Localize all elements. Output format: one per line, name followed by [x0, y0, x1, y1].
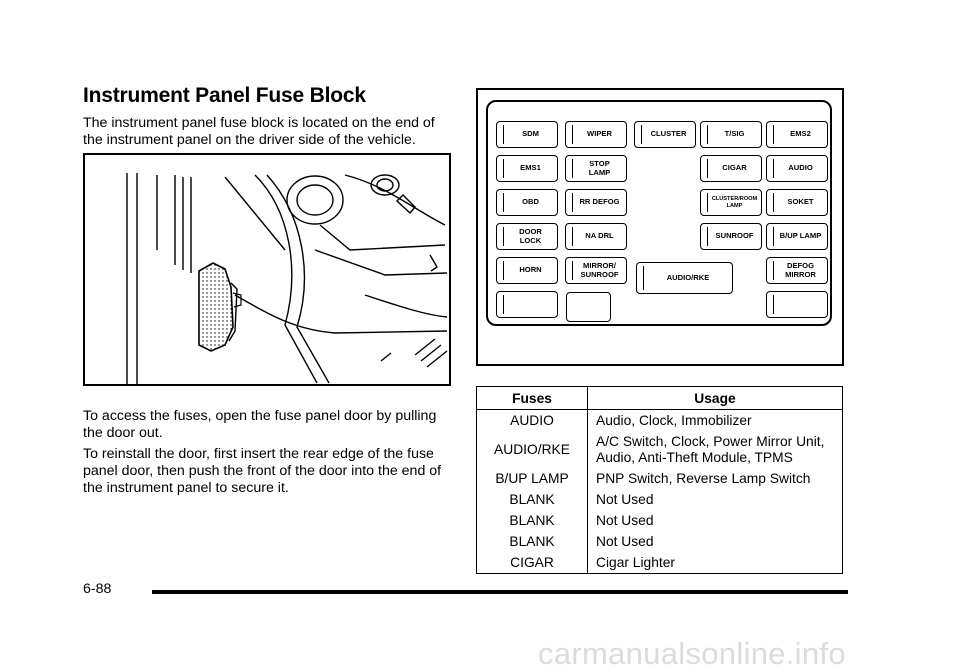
fuse-soket: SOKET — [766, 189, 828, 216]
fuse-name-cell: CIGAR — [477, 552, 588, 574]
fuse-ems2: EMS2 — [766, 121, 828, 148]
table-row — [477, 489, 843, 510]
column-header-usage: Usage — [588, 387, 843, 410]
table-row — [477, 552, 843, 574]
access-paragraph: To access the fuses, open the fuse panel door by pulling the door out. — [83, 408, 437, 441]
fuse-mirror-sunroof: MIRROR/ SUNROOF — [565, 257, 627, 284]
fuse-cluster-room-lamp: CLUSTER/ROOM LAMP — [700, 189, 762, 216]
column-header-fuses: Fuses — [477, 387, 588, 410]
fuse-name-cell: BLANK — [477, 489, 588, 510]
table-row — [477, 531, 843, 552]
table-row — [477, 468, 843, 489]
fuse-rr-defog: RR DEFOG — [565, 189, 627, 216]
fuse-usage-cell: Cigar Lighter — [596, 554, 675, 570]
fuse-stop-lamp: STOP LAMP — [565, 155, 627, 182]
table-row — [477, 510, 843, 531]
fuse-ems1: EMS1 — [496, 155, 558, 182]
fuse-usage-cell: Not Used — [596, 533, 654, 549]
fuse-blank — [496, 291, 558, 318]
section-title: Instrument Panel Fuse Block — [83, 84, 366, 107]
fuse-sdm: SDM — [496, 121, 558, 148]
fuse-name-cell: AUDIO — [477, 410, 588, 432]
intro-paragraph: The instrument panel fuse block is located on the end of the instrument panel on the driver side of the vehicle. — [83, 115, 435, 148]
fuse-na-drl: NA DRL — [565, 223, 627, 250]
fuse-cluster: CLUSTER — [634, 121, 696, 148]
table-row — [477, 410, 843, 432]
fuse-usage-cell: PNP Switch, Reverse Lamp Switch — [596, 470, 811, 486]
fuse-tsig: T/SIG — [700, 121, 762, 148]
fuse-name-cell: BLANK — [477, 510, 588, 531]
fuse-audio: AUDIO — [766, 155, 828, 182]
footer-rule — [152, 590, 848, 594]
fuse-panel-location-illustration — [83, 153, 451, 386]
fuse-bup-lamp: B/UP LAMP — [766, 223, 828, 250]
fuse-obd: OBD — [496, 189, 558, 216]
fuse-blank — [566, 292, 611, 322]
fuse-horn: HORN — [496, 257, 558, 284]
table-row — [477, 431, 843, 468]
fuse-name-cell: B/UP LAMP — [477, 468, 588, 489]
fuse-name-cell: BLANK — [477, 531, 588, 552]
fuse-usage-table — [476, 386, 843, 574]
fuse-cigar: CIGAR — [700, 155, 762, 182]
page-number: 6-88 — [83, 581, 112, 597]
watermark: carmanualsonline.info — [538, 636, 846, 671]
fuse-defog-mirror: DEFOG MIRROR — [766, 257, 828, 284]
fuse-blank — [766, 291, 828, 318]
fuse-usage-cell: Not Used — [596, 491, 654, 507]
fuse-block-outline — [486, 100, 832, 326]
fuse-name-cell: AUDIO/RKE — [477, 431, 588, 468]
fuse-usage-cell: Audio, Clock, Immobilizer — [596, 412, 752, 428]
fuse-usage-cell: A/C Switch, Clock, Power Mirror Unit, Audio, Anti-Theft Module, TPMS — [596, 433, 825, 465]
fuse-block-diagram — [476, 88, 844, 366]
fuse-wiper: WIPER — [565, 121, 627, 148]
fuse-sunroof: SUNROOF — [700, 223, 762, 250]
instrument-panel-line-art — [85, 155, 449, 384]
table-header-row — [477, 387, 843, 410]
fuse-audio-rke: AUDIO/RKE — [636, 262, 733, 294]
fuse-usage-cell: Not Used — [596, 512, 654, 528]
fuse-door-lock: DOOR LOCK — [496, 223, 558, 250]
reinstall-paragraph: To reinstall the door, first insert the rear edge of the fuse panel door, then push the front of the door into the end of the instrument panel to secure it. — [83, 446, 442, 496]
